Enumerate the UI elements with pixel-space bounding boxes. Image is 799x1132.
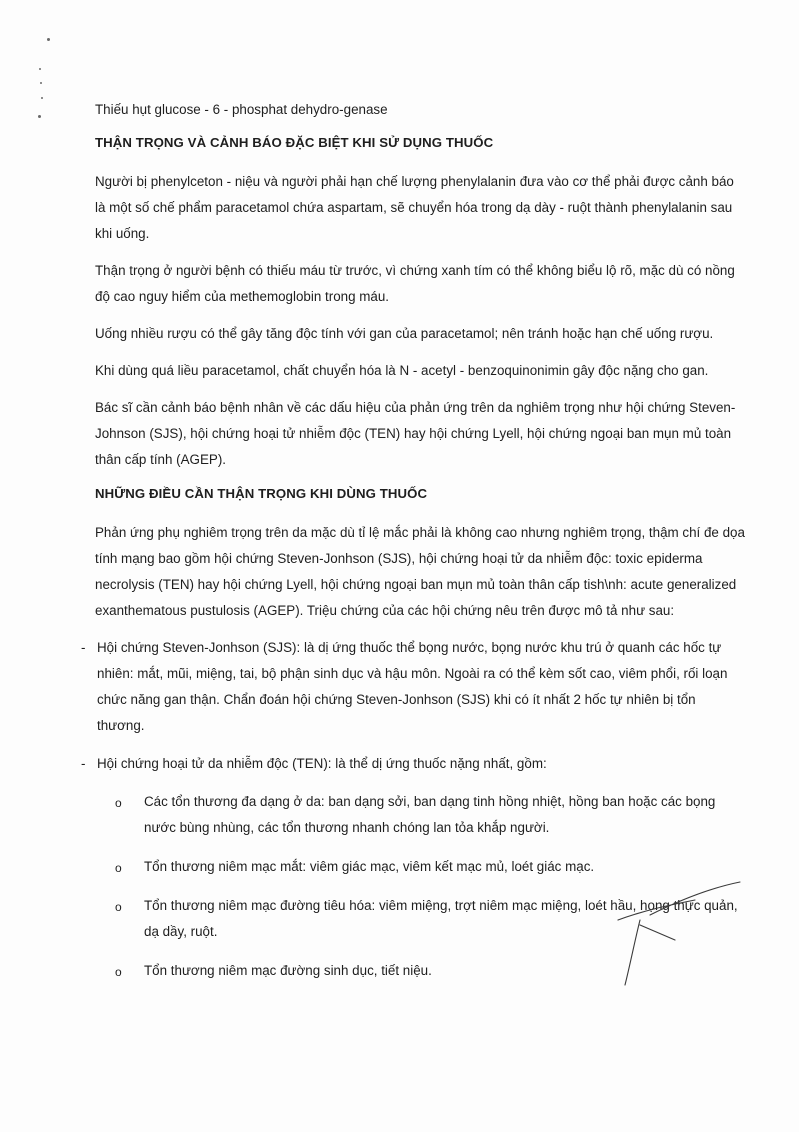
top-line: Thiếu hụt glucose - 6 - phosphat dehydro-genase [95,102,388,117]
paragraph: Uống nhiều rượu có thể gây tăng độc tính với gan của paracetamol; nên tránh hoặc hạn chế uống rượu. [95,326,714,341]
circle-bullet-icon: o [115,796,122,810]
dash-bullet-icon: - [81,756,86,771]
circle-bullet-icon: o [115,861,122,875]
dash-bullet-icon: - [81,640,86,655]
circle-bullet-icon: o [115,965,122,979]
sub-list-item-text: Tổn thương niêm mạc đường sinh dục, tiết niệu. [144,963,432,978]
list-item-text: Hội chứng hoại tử da nhiễm độc (TEN): là thể dị ứng thuốc nặng nhất, gồm: [97,756,547,771]
section-heading-warnings: THẬN TRỌNG VÀ CẢNH BÁO ĐẶC BIỆT KHI SỬ DỤNG THUỐC [95,135,494,150]
section-heading-precautions: NHỮNG ĐIỀU CẦN THẬN TRỌNG KHI DÙNG THUỐC [95,486,428,501]
sub-list-item-text: Các tổn thương đa dạng ở da: ban dạng sởi, ban dạng tinh hồng nhiệt, hồng ban hoặc các bọng nước bùng nhùng, các tổn thương nhanh chóng lan tỏa khắp người. [144,794,716,835]
paragraph: Thận trọng ở người bệnh có thiếu máu từ trước, vì chứng xanh tím có thể không biểu lộ rõ, mặc dù có nồng độ cao nguy hiểm của methemoglobin trong máu. [95,263,735,304]
scan-speck [40,82,42,84]
paragraph: Khi dùng quá liều paracetamol, chất chuyển hóa là N - acetyl - benzoquinonimin gây độc nặng cho gan. [95,363,709,378]
paragraph: Người bị phenylceton - niệu và người phải hạn chế lượng phenylalanin đưa vào cơ thể phải được cảnh báo là một số chế phẩm paracetamol chứa aspartam, sẽ chuyển hóa trong dạ dày - ruột thành phenylalanin sau khi uống. [95,174,734,241]
sub-list-item [95,893,745,945]
scan-speck [47,38,50,41]
scan-speck [38,115,41,118]
document-body [81,100,745,997]
list-item [81,635,745,739]
sub-list-item [95,789,745,841]
scan-speck [39,68,41,70]
sub-list-item [95,958,745,984]
paragraph: Phản ứng phụ nghiêm trọng trên da mặc dù tỉ lệ mắc phải là không cao nhưng nghiêm trọng, thậm chí đe dọa tính mạng bao gồm hội chứng Steven-Jonhson (SJS), hội chứng hoại tử da nhiễm độc: toxic epiderma necrolysis (TEN) hay hội chứng Lyell, hội chứng ngoại ban mụn mủ toàn thân cấp tish\nh: acute generalized exanthematous pustulosis (AGEP). Triệu chứng của các hội chứng nêu trên được mô tả như sau: [95,525,745,618]
scan-speck [41,97,43,99]
list-item [81,751,745,777]
sub-list-item-text: Tổn thương niêm mạc đường tiêu hóa: viêm miệng, trợt niêm mạc miệng, loét hầu, họng thực quản, dạ dầy, ruột. [144,898,738,939]
sub-list-item [95,854,745,880]
paragraph: Bác sĩ cần cảnh báo bệnh nhân về các dấu hiệu của phản ứng trên da nghiêm trọng như hội chứng Steven-Johnson (SJS), hội chứng hoại tử nhiễm độc (TEN) hay hội chứng Lyell, hội chứng ngoại ban mụn mủ toàn thân cấp tính (AGEP). [95,400,736,467]
circle-bullet-icon: o [115,900,122,914]
list-item-text: Hội chứng Steven-Jonhson (SJS): là dị ứng thuốc thể bọng nước, bọng nước khu trú ở quanh các hốc tự nhiên: mắt, mũi, miệng, tai, bộ phận sinh dục và hậu môn. Ngoài ra có thể kèm sốt cao, viêm phổi, rối loạn chức năng gan thận. Chẩn đoán hội chứng Steven-Jonhson (SJS) khi có ít nhất 2 hốc tự nhiên bị tổn thương. [97,640,728,733]
sub-list-item-text: Tổn thương niêm mạc mắt: viêm giác mạc, viêm kết mạc mủ, loét giác mạc. [144,859,595,874]
